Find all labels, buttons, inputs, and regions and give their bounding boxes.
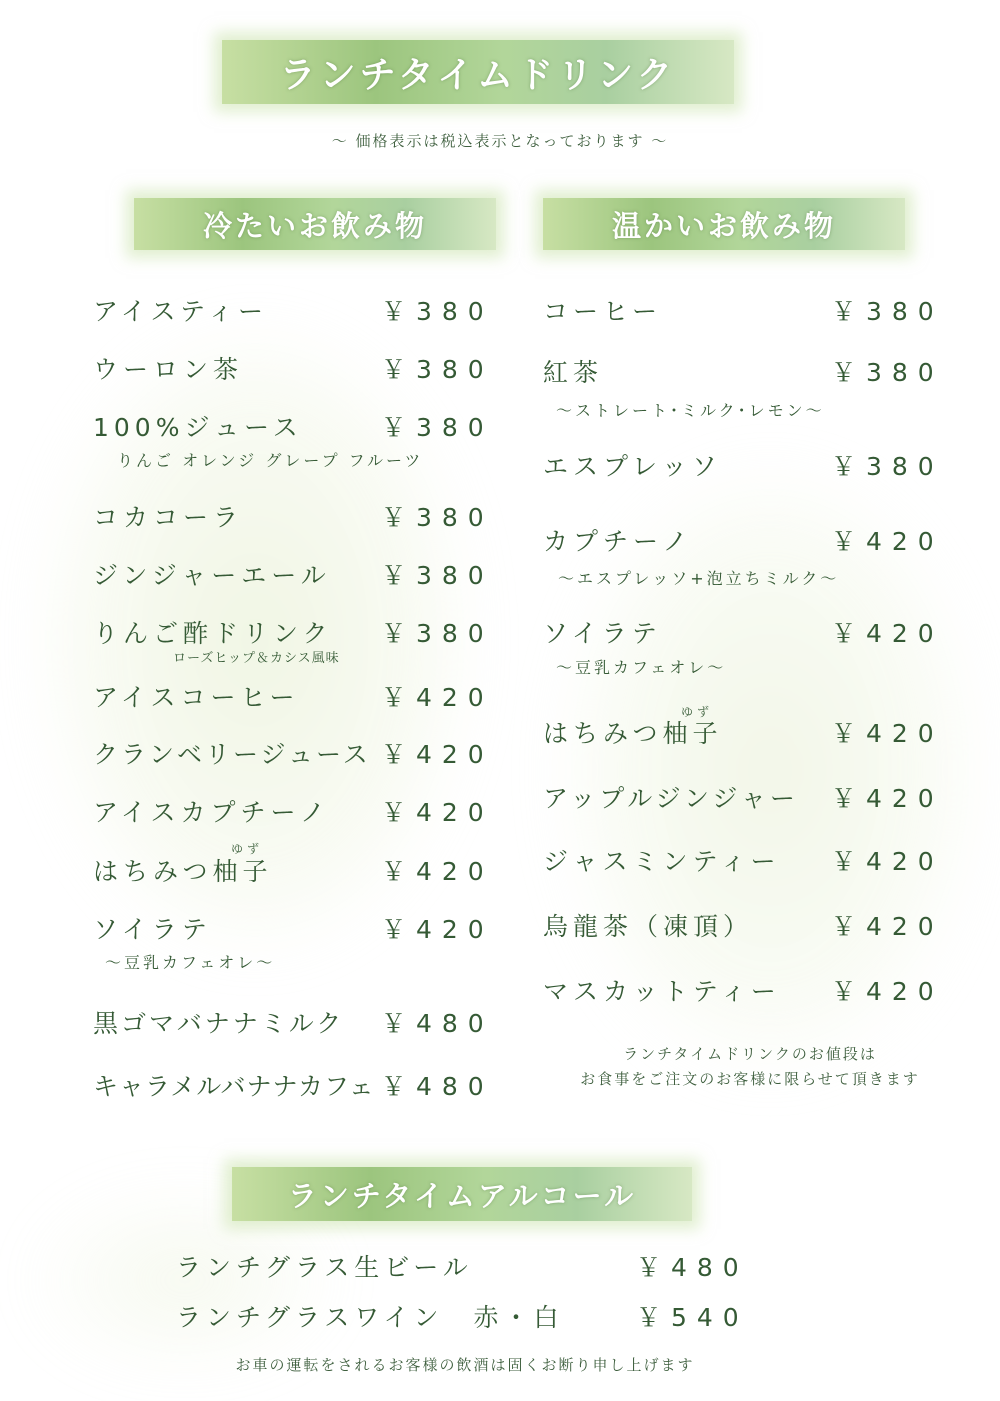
item-name: コーヒー [543, 297, 663, 326]
item-name: ソイラテ [93, 915, 212, 944]
item-subtext: ～ストレート･ミルク･レモン～ [556, 401, 825, 420]
item-price: ￥420 [831, 719, 944, 748]
lunch-note-line: ランチタイムドリンクのお値段は [623, 1045, 877, 1063]
alcohol-item-name: ランチグラス生ビール [176, 1253, 473, 1282]
item-price: ￥420 [381, 683, 494, 712]
item-subtext: ～豆乳カフェオレ～ [556, 658, 727, 677]
item-price: ￥480 [381, 1072, 494, 1101]
item-price: ￥380 [381, 413, 494, 442]
item-name: はちみつ柚子 [93, 857, 273, 886]
item-name: クランベリージュース [93, 740, 371, 769]
hot-drinks-heading: 温かいお飲み物 [543, 198, 905, 250]
item-price: ￥420 [381, 857, 494, 886]
item-price: ￥380 [381, 619, 494, 648]
item-name: ソイラテ [543, 619, 662, 648]
drinking-driving-note: お車の運転をされるお客様の飲酒は固くお断り申し上げます [235, 1356, 695, 1374]
item-name: 黒ゴマバナナミルク [93, 1009, 345, 1038]
item-price: ￥420 [831, 784, 944, 813]
item-name: エスプレッソ [543, 452, 722, 481]
item-subtext: りんご オレンジ グレープ フルーツ [117, 451, 424, 470]
item-price: ￥420 [831, 977, 944, 1006]
item-name: はちみつ柚子 [543, 719, 723, 748]
item-price: ￥420 [831, 912, 944, 941]
item-price: ￥380 [831, 358, 944, 387]
item-name: りんご酢ドリンク [93, 619, 333, 648]
alcohol-item-name: ランチグラスワイン 赤・白 [176, 1303, 564, 1332]
item-price: ￥380 [831, 297, 944, 326]
item-name: ジャスミンティー [543, 847, 781, 876]
item-price: ￥420 [831, 847, 944, 876]
item-subtext: ～エスプレッソ+泡立ちミルク～ [558, 569, 840, 588]
item-name: 烏龍茶（凍頂） [543, 912, 754, 941]
furigana: ゆず [681, 705, 714, 719]
item-name: ジンジャーエール [93, 561, 331, 590]
item-name: 紅茶 [543, 358, 604, 387]
item-name: ウーロン茶 [93, 355, 244, 384]
item-price: ￥380 [831, 452, 944, 481]
item-subtext: ～豆乳カフェオレ～ [105, 953, 276, 972]
item-price: ￥420 [381, 915, 494, 944]
item-price: ￥420 [831, 619, 944, 648]
cold-drinks-heading: 冷たいお飲み物 [134, 198, 496, 250]
alcohol-heading: ランチタイムアルコール [232, 1167, 692, 1221]
item-price: ￥480 [381, 1009, 494, 1038]
tax-note: ～ 価格表示は税込表示となっております ～ [331, 132, 669, 150]
item-name: アップルジンジャー [543, 784, 799, 813]
furigana: ゆず [231, 842, 264, 856]
item-name: アイスカプチーノ [93, 798, 331, 827]
item-name: アイスコーヒー [93, 683, 300, 712]
item-price: ￥420 [381, 798, 494, 827]
page-title: ランチタイムドリンク [222, 40, 734, 104]
item-name: アイスティー [93, 297, 269, 326]
item-name: 100%ジュース [93, 413, 303, 442]
item-name: カプチーノ [543, 527, 693, 556]
item-name: キャラメルバナナカフェ [93, 1072, 375, 1101]
item-name: コカコーラ [93, 503, 244, 532]
lunch-note-line: お食事をご注文のお客様に限らせて頂きます [580, 1070, 920, 1088]
item-subtext: ローズヒップ＆カシス風味 [173, 651, 340, 666]
lunch-price-note [530, 1042, 970, 1092]
item-price: ￥420 [381, 740, 494, 769]
item-price: ￥380 [381, 355, 494, 384]
alcohol-item-price: ￥540 [636, 1303, 749, 1332]
item-price: ￥420 [831, 527, 944, 556]
item-price: ￥380 [381, 561, 494, 590]
alcohol-item-price: ￥480 [636, 1253, 749, 1282]
item-name: マスカットティー [543, 977, 781, 1006]
item-price: ￥380 [381, 503, 494, 532]
item-price: ￥380 [381, 297, 494, 326]
